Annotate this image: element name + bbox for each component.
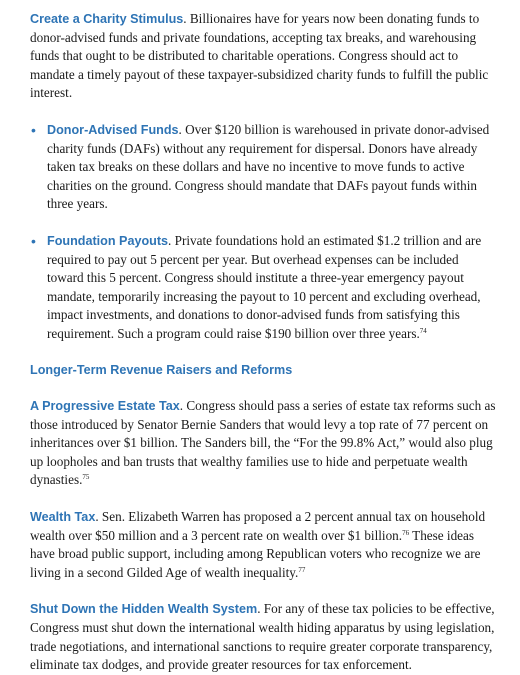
- estate-tax-body: . Congress should pass a series of estate tax reforms such as those introduced by Senator Bernie Sanders that would levy a top rate of 77 percent on inheritances over $1 billion. The Sanders bill, the “For the 99.8% Act,” would also plug up loopholes and ban trusts that wealthy families use to hide and perpetuate wealth dynasties.: [30, 398, 496, 488]
- list-item: [30, 232, 498, 344]
- wealth-tax-body-part-2: These ideas have broad public support, including among Republican voters who recognize we are living in a second Gilded Age of wealth inequality.: [30, 527, 481, 580]
- estate-tax-paragraph: [30, 397, 498, 490]
- wealth-tax-body-part-1: . Sen. Elizabeth Warren has proposed a 2 percent annual tax on household wealth over $50 million and a 3 percent rate on wealth over $1 billion.: [30, 509, 486, 543]
- hidden-wealth-heading: Shut Down the Hidden Wealth System: [30, 602, 258, 617]
- section-heading: Longer-Term Revenue Raisers and Reforms: [30, 362, 293, 377]
- charity-stimulus-heading: Create a Charity Stimulus: [30, 12, 184, 26]
- footnote-marker[interactable]: 74: [419, 326, 427, 335]
- charity-stimulus-paragraph: [30, 10, 498, 103]
- foundation-payouts-heading: Foundation Payouts: [47, 233, 169, 248]
- donor-advised-funds-heading: Donor-Advised Funds: [47, 122, 179, 137]
- list-item: [30, 121, 498, 214]
- wealth-tax-paragraph: [30, 508, 498, 582]
- hidden-wealth-paragraph: [30, 600, 498, 674]
- document-page: [30, 10, 498, 675]
- donor-advised-funds-body: . Over $120 billion is warehoused in private donor-advised charity funds (DAFs) without any requirement for dispersal. Donors have already taken tax breaks on these dollars and have no incentive to move funds to active charities on the ground. Congress should mandate that DAFs payout funds within three years.: [47, 121, 490, 212]
- bullet-icon: •: [31, 232, 36, 249]
- footnote-marker[interactable]: 77: [298, 565, 306, 574]
- charity-bullet-list: [30, 121, 498, 344]
- bullet-icon: •: [31, 121, 36, 138]
- estate-tax-heading: A Progressive Estate Tax: [30, 399, 180, 414]
- charity-stimulus-body: . Billionaires have for years now been donating funds to donor-advised funds and private foundations, accepting tax breaks, and warehousing funds that ought to be distributed to charitable operations. Congress should act to mandate a timely payout of these taxpayer-subsidized charity funds to fulfill the public interest.: [30, 11, 489, 101]
- wealth-tax-heading: Wealth Tax: [30, 510, 96, 525]
- foundation-payouts-body: . Private foundations hold an estimated $1.2 trillion and are required to pay out 5 percent per year. But overhead expenses can be included toward this 5 percent. Congress should institute a three-year emergency payout mandate, temporarily increasing the payout to 10 percent and excluding overhead, impact investments, and donations to donor-advised funds from satisfying this requirement. Such a program could raise $190 billion over three years.: [47, 232, 482, 341]
- hidden-wealth-body: . For any of these tax policies to be effective, Congress must shut down the international wealth hiding apparatus by using legislation, trade negotiations, and international sanctions to require greater corporate transparency, eliminate tax dodges, and provide greater resources for tax enforcement.: [30, 601, 495, 673]
- footnote-marker[interactable]: 75: [82, 473, 90, 482]
- footnote-marker[interactable]: 76: [402, 528, 410, 537]
